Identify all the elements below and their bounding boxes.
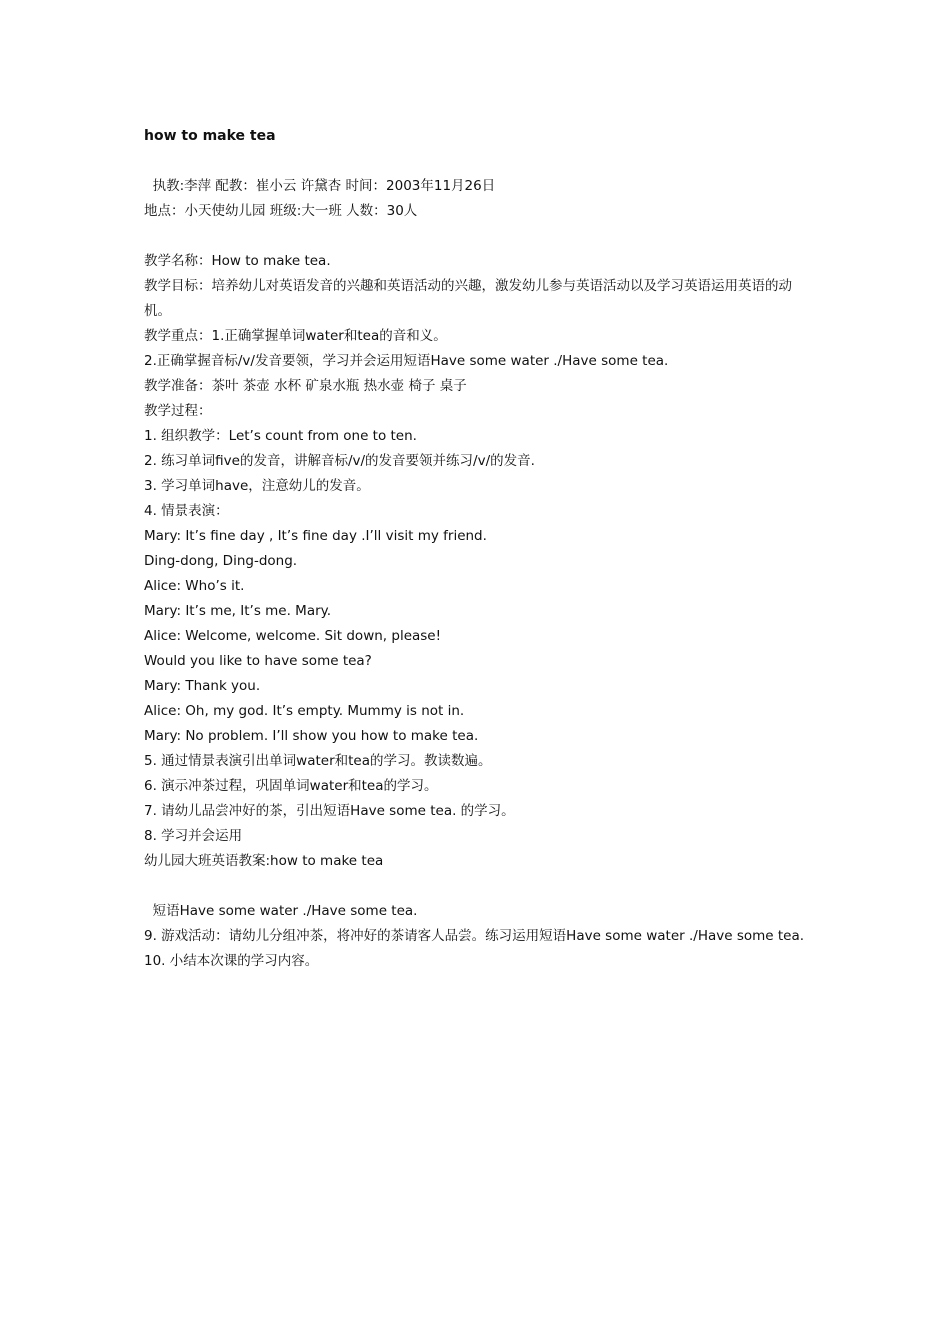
text-line: 5. 通过情景表演引出单词water和tea的学习。教读数遍。	[144, 753, 492, 769]
text-line: 执教:李萍 配教：崔小云 许黛杏 时间：2003年11月26日	[144, 178, 496, 194]
header-block	[144, 174, 812, 224]
text-line: Would you like to have some tea?	[144, 653, 372, 669]
text-line: Mary: It’s me, It’s me. Mary.	[144, 603, 332, 619]
text-line: 10. 小结本次课的学习内容。	[144, 953, 319, 969]
text-line: 8. 学习并会运用	[144, 828, 243, 844]
text-line: 地点：小天使幼儿园 班级:大一班 人数：30人	[144, 203, 418, 219]
text-line: 幼儿园大班英语教案:how to make tea	[144, 853, 384, 869]
body-block	[144, 249, 812, 874]
text-line: Alice: Who’s it.	[144, 578, 245, 594]
text-line: 3. 学习单词have，注意幼儿的发音。	[144, 478, 370, 494]
document-title: how to make tea	[144, 128, 276, 144]
text-line: 9. 游戏活动：请幼儿分组冲茶，将冲好的茶请客人品尝。练习运用短语Have some water ./Have some tea.	[144, 928, 805, 944]
text-line: Ding-dong, Ding-dong.	[144, 553, 298, 569]
text-line: 教学过程：	[144, 403, 212, 419]
text-line: Mary: Thank you.	[144, 678, 261, 694]
text-line: 2.正确掌握音标/v/发音要领，学习并会运用短语Have some water ./Have some tea.	[144, 353, 669, 369]
blank-line	[144, 224, 812, 249]
text-line: 1. 组织教学：Let’s count from one to ten.	[144, 428, 417, 444]
text-line: 教学重点：1.正确掌握单词water和tea的音和义。	[144, 328, 447, 344]
text-line: 教学名称：How to make tea.	[144, 253, 331, 269]
text-line: Mary: No problem. I’ll show you how to make tea.	[144, 728, 479, 744]
text-line: 教学准备：茶叶 茶壶 水杯 矿泉水瓶 热水壶 椅子 桌子	[144, 378, 467, 394]
text-line: 2. 练习单词five的发音，讲解音标/v/的发音要领并练习/v/的发音.	[144, 453, 535, 469]
text-line: 4. 情景表演：	[144, 503, 229, 519]
text-line: 6. 演示冲茶过程，巩固单词water和tea的学习。	[144, 778, 438, 794]
tail-block	[144, 899, 812, 974]
text-line: Mary: It’s fine day , It’s fine day .I’ll visit my friend.	[144, 528, 487, 544]
text-line: 7. 请幼儿品尝冲好的茶，引出短语Have some tea. 的学习。	[144, 803, 515, 819]
text-line: Alice: Welcome, welcome. Sit down, please!	[144, 628, 442, 644]
document-page	[144, 124, 812, 974]
text-line: Alice: Oh, my god. It’s empty. Mummy is not in.	[144, 703, 465, 719]
text-line: 教学目标：培养幼儿对英语发音的兴趣和英语活动的兴趣，激发幼儿参与英语活动以及学习英语运用英语的动机。	[144, 278, 792, 319]
blank-line	[144, 874, 812, 899]
text-line: 短语Have some water ./Have some tea.	[144, 903, 418, 919]
